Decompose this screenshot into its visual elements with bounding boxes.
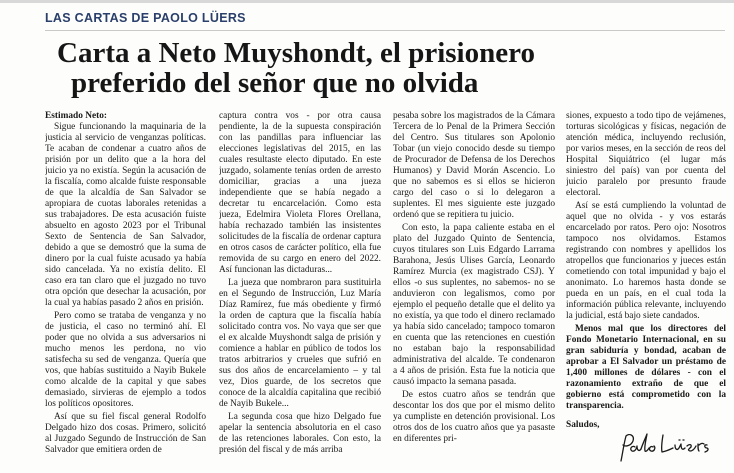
paragraph: Pero como se trataba de venganza y no de justicia, el caso no terminó ahí. El poder que no olvida a sus adversarios ni mucho menos les perdona, no vio satisfecha su sed de venganza. Quería que vos, que habías sustituido a Nayib Bukele como alcalde de la capital y que sabes demasiado, sirvieras de ejemplo a todos los políticos opositores. <box>45 311 206 409</box>
top-border <box>0 0 734 3</box>
section-divider <box>45 30 725 31</box>
column-2 <box>219 111 381 473</box>
column-1 <box>45 111 206 473</box>
paragraph: De estos cuatro años se tendrán que descontar los dos que por el mismo delito ya cumpliste en detención provisional. Los otros dos de los cuatro años que ya pasaste en diferentes pri- <box>393 390 555 444</box>
paragraph: captura contra vos - por otra causa pendiente, la de la supuesta conspiración con las pandillas para influenciar las elecciones legislativas del 2015, en las cuales resultaste electo diputado. En este juzgado, solamente tenías orden de arresto domiciliar, gracias a una jueza independiente que se había negado a decretar tu encarcelación. Como esta jueza, Edelmira Violeta Flores Orellana, había rechazado también las insistentes solicitudes de la fiscalía de ordenar captura en otros casos de carácter político, ella fue removida de su cargo en enero del 2022. Así funcionan las dictaduras... <box>219 111 381 275</box>
column-3 <box>393 111 555 473</box>
headline-line-2: preferido del señor que no olvida <box>71 67 479 99</box>
closing: Saludos, <box>566 420 600 430</box>
article-body <box>0 111 734 473</box>
paragraph: La segunda cosa que hizo Delgado fue apelar la sentencia absolutoria en el caso de las retenciones laborales. Con esto, la presión del fiscal y de más arriba <box>219 412 381 455</box>
paragraph: Así se está cumpliendo la voluntad de aquel que no olvida - y vos estarás encarcelado por ratos. Pero ojo: Nosotros tampoco nos olvidamos. Estamos registrando con nombres y apellidos los atropellos que funcionarios y jueces están cometiendo con total impunidad y bajo el anonimato. Lo haremos hasta donde se pueda en un país, en el cual toda la información pública relevante, incluyendo la judicial, está bajo siete candados. <box>566 201 726 321</box>
paragraph: Con esto, la papa caliente estaba en el plato del Juzgado Quinto de Sentencia, cuyos titulares son Luis Edgardo Larrama Barahona, Jesús Ulises García, Leonardo Ramírez Murcia (ex magistrado CSJ). Y ellos -o sus suplentes, no sabemos- no se anduvieron con legalismos, como por ejemplo el pequeño detalle que el delito ya no existía, ya que todo el dinero reclamado ya había sido cancelado; tampoco tomaron en cuenta que las retenciones en cuestión no estaban bajo la responsabilidad administrativa del alcalde. Te condenaron a 4 años de prisión. Esta fue la noticia que causó impacto la semana pasada. <box>393 223 555 387</box>
paragraph: Así que su fiel fiscal general Rodolfo Delgado hizo dos cosas. Primero, solicitó al Juzgado Segundo de Instrucción de San Salvador que emitiera orden de <box>45 412 206 455</box>
paragraph: La jueza que nombraron para sustituirla en el Segundo de Instrucción, Luz María Díaz Ramírez, fue más obediente y firmó la orden de captura que la fiscalía había solicitado contra vos. No vaya que ser que el ex alcalde Muyshondt salga de prisión y comience a hablar en público de todos los tratos arbitrarios y crueles que sufrió en sus dos años de encarcelamiento – y tal vez, Dios guarde, de los secretos que conoce de la alcaldía capitalina que recibió de Nayib Bukele... <box>219 278 381 409</box>
paragraph: siones, expuesto a todo tipo de vejámenes, torturas sicológicas y físicas, negación de atención médica, incluyendo reclusión, por varios meses, en la sección de reos del Hospital Siquiátrico (el lugar más siniestro del país) van por cuenta del juicio paralelo por presunto fraude electoral. <box>566 111 726 198</box>
signature-image <box>615 431 715 465</box>
section-label: LAS CARTAS DE PAOLO LÜERS <box>45 11 246 25</box>
salutation: Estimado Neto: <box>45 111 108 121</box>
paragraph: Sigue funcionando la maquinaria de la justicia al servicio de venganzas políticas. Te acaban de condenar a cuatro años de prisión por un delito que a la hora del juicio ya no existía. Según la acusación de la fiscalía, como alcalde fuiste responsable de que la alcaldía de San Salvador se apropiara de cuotas laborales retenidas a sus trabajadores. De esta acusación fuiste absuelto en agosto 2023 por el Tribunal Sexto de Sentencia de San Salvador, debido a que se demostró que la suma de dinero por la cual fuiste acusado ya había sido cancelada. Ya no existía delito. El caso era tan claro que el juzgado no tuvo otra opción que desechar la acusación, por la cual ya habías pasado 2 años en prisión. <box>45 122 206 308</box>
bold-paragraph: Menos mal que los directores del Fondo Monetario Internacional, en su gran sabiduría y bondad, acaban de aprobar a El Salvador un préstamo de 1,400 millones de dólares - con el razonamiento extraño de que el gobierno está comprometido con la transparencia. <box>566 324 726 411</box>
headline-line-1: Carta a Neto Muyshondt, el prisionero <box>57 37 535 69</box>
paragraph: pesaba sobre los magistrados de la Cámara Tercera de lo Penal de la Primera Sección del Centro. Sus titulares son Apolonio Tobar (un viejo conocido desde su tiempo de Procurador de Defensa de los Derechos Humanos) y David Morán Ascencio. Lo que no sabemos es si ellos se hicieron cargo del caso o si lo delegaron a suplentes. El mes siguiente este juzgado ordenó que se repitiera tu juicio. <box>393 111 555 220</box>
column-4 <box>566 111 726 473</box>
article-headline <box>57 38 717 98</box>
